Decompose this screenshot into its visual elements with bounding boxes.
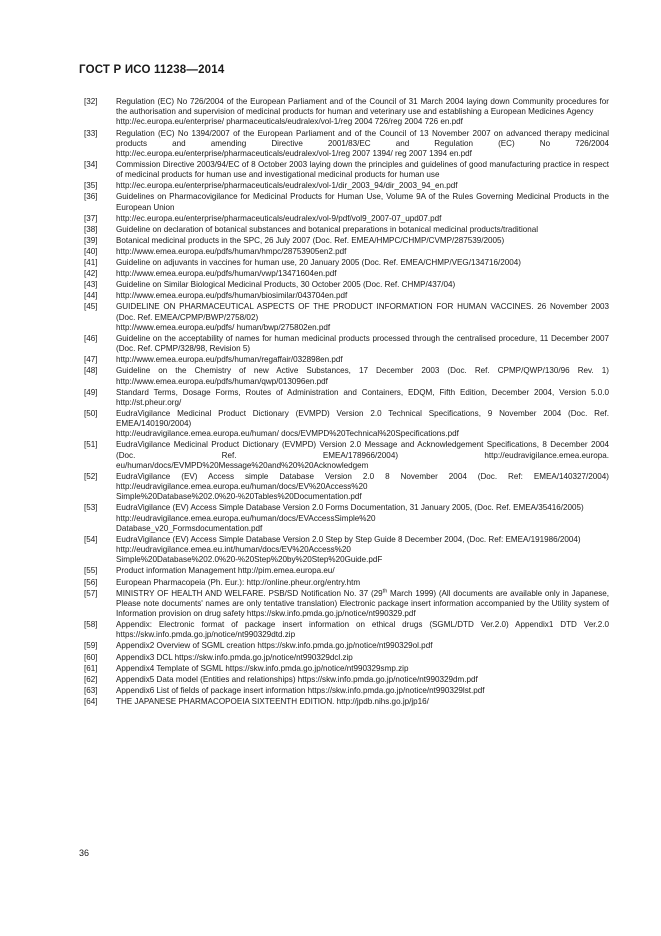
reference-line: Regulation (EC) No 1394/2007 of the European Parliament and of the Council of 13 November 2007 on advanced therapy medicinal products and amending Directive 2001/83/EC and Regulation (EC) No 726/2004 http://ec.europa.eu/enterprise/pharmaceuticals/eudralex/vol-1/reg 2007 1394/ reg 2007 1394 en.pdf: [116, 128, 609, 158]
reference-number: [56]: [84, 577, 98, 587]
reference-number: [49]: [84, 387, 98, 397]
reference-item: [84, 686, 609, 696]
reference-line: EudraVigilance (EV) Access Simple Database Version 2.0 Step by Step Guide 8 December 2004, (Doc. Ref: EMEA/191986/2004): [116, 534, 581, 544]
reference-line: EudraVigilance (EV) Access Simple Database Version 2.0 Forms Documentation, 31 January 2005, (Doc. Ref. EMEA/35416/2005): [116, 503, 584, 513]
reference-item: [84, 192, 609, 212]
reference-item: [84, 366, 609, 386]
reference-number: [60]: [84, 652, 98, 662]
reference-item: [84, 334, 609, 354]
reference-line: http://ec.europa.eu/enterprise/pharmaceuticals/eudralex/vol-9/pdf/vol9_2007-07_upd07.pdf: [116, 213, 442, 223]
reference-item: [84, 236, 609, 246]
reference-number: [38]: [84, 224, 98, 234]
reference-line: Guideline on declaration of botanical substances and botanical preparations in botanical medicinal products/traditional: [116, 224, 539, 234]
reference-text: [116, 214, 609, 224]
reference-line: EudraVigilance Medicinal Product Dictionary (EVMPD) Version 2.0 Message and Acknowledgement Specifications, 8 December 2004 (Doc. Ref. EMEA/178966/2004) http://eudravigilance.emea.europa. eu/human/docs/EVMPD%20Message%20and%20%20Acknowledgem: [116, 440, 609, 470]
reference-text: [116, 97, 609, 128]
reference-text: [116, 236, 609, 246]
reference-number: [32]: [84, 97, 98, 106]
reference-line: [116, 589, 609, 620]
reference-text: [116, 686, 609, 696]
reference-line: EudraVigilance (EV) Access simple Database Version 2.0 8 November 2004 (Doc. Ref: EMEA/140327/2004) http://eudravigilance.emea.europa.eu/human/docs/EV%20Access%20: [116, 471, 609, 492]
reference-number: [41]: [84, 258, 98, 268]
reference-text: [116, 664, 609, 674]
reference-item: [84, 675, 609, 685]
reference-line: Guideline on Similar Biological Medicinal Products, 30 October 2005 (Doc. Ref. CHMP/437/04): [116, 280, 456, 290]
reference-number: [48]: [84, 366, 98, 376]
reference-text: [116, 409, 609, 440]
reference-line: EudraVigilance Medicinal Product Dictionary (EVMPD) Version 2.0 Technical Specifications, 9 November 2004 (Doc. Ref. EMEA/140190/2004): [116, 408, 609, 429]
reference-text: [116, 129, 609, 160]
reference-item: [84, 247, 609, 257]
reference-text: [116, 578, 609, 588]
reference-text: [116, 355, 609, 365]
reference-item: [84, 302, 609, 333]
reference-number: [46]: [84, 333, 98, 343]
reference-item: [84, 653, 609, 663]
reference-number: [42]: [84, 269, 98, 279]
reference-line: Appendix5 Data model (Entities and relationships) https://skw.info.pmda.go.jp/notice/nt990329dm.pdf: [116, 674, 478, 684]
reference-text: [116, 641, 609, 651]
reference-line: http://ec.europa.eu/enterprise/ pharmaceuticals/eudralex/vol-1/reg 2004 726/reg 2004 726 en.pdf: [116, 117, 463, 127]
reference-number: [36]: [84, 192, 98, 202]
reference-item: [84, 225, 609, 235]
reference-line: Commission Directive 2003/94/EC of 8 October 2003 laying down the principles and guidelines of good manufacturing practice in respect of medicinal products for human use and investigational medicinal products for human use: [116, 160, 609, 180]
reference-item: [84, 535, 609, 566]
reference-line: Regulation (EC) No 726/2004 of the European Parliament and of the Council of 31 March 2004 laying down Community procedures for the authorisation and supervision of medicinal products for human and veterinary use and establishing a European Medicines Agency: [116, 97, 609, 117]
reference-text: [116, 291, 609, 301]
reference-list: [84, 97, 609, 708]
reference-line: Database_v20_Formsdocumentation.pdf: [116, 523, 263, 533]
reference-item: [84, 620, 609, 640]
reference-line: Appendix: Electronic format of package insert information on ethical drugs (SGML/DTD Ver.2.0) Appendix1 DTD Ver.2.0 https://skw.info.pmda.go.jp/notice/nt990329dtd.zip: [116, 620, 609, 640]
reference-number: [40]: [84, 246, 98, 256]
reference-text: [116, 247, 609, 257]
document-header: ГОСТ Р ИСО 11238—2014: [79, 64, 225, 76]
reference-text: [116, 472, 609, 503]
reference-item: [84, 566, 609, 576]
reference-line: Appendix4 Template of SGML https://skw.info.pmda.go.jp/notice/nt990329smp.zip: [116, 663, 409, 673]
reference-line: Simple%20Database%202.0%20-%20Step%20by%20Step%20Guide.pdF: [116, 555, 383, 565]
reference-item: [84, 409, 609, 440]
reference-number: [57]: [84, 588, 98, 598]
reference-text: [116, 535, 609, 566]
reference-line: Appendix6 List of fields of package insert information https://skw.info.pmda.go.jp/notice/nt990329lst.pdf: [116, 685, 485, 695]
reference-item: [84, 214, 609, 224]
reference-number: [39]: [84, 235, 98, 245]
reference-item: [84, 280, 609, 290]
reference-number: [64]: [84, 696, 98, 706]
reference-line: Simple%20Database%202.0%20-%20Tables%20Documentation.pdf: [116, 492, 362, 502]
reference-line: GUIDELINE ON PHARMACEUTICAL ASPECTS OF THE PRODUCT INFORMATION FOR HUMAN VACCINES. 26 November 2003 (Doc. Ref. EMEA/CPMP/BWP/2758/02): [116, 302, 609, 322]
reference-line: THE JAPANESE PHARMACOPOEIA SIXTEENTH EDITION. http://jpdb.nihs.go.jp/jp16/: [116, 696, 429, 706]
reference-item: [84, 472, 609, 503]
reference-number: [47]: [84, 355, 98, 365]
reference-text: [116, 503, 609, 534]
reference-number: [63]: [84, 685, 98, 695]
reference-text-part: MINISTRY OF HEALTH AND WELFARE. PSB/SD Notification No. 37 (29: [116, 588, 383, 598]
reference-item: [84, 160, 609, 180]
reference-item: [84, 355, 609, 365]
reference-text: [116, 440, 609, 471]
reference-number: [59]: [84, 641, 98, 651]
reference-number: [53]: [84, 503, 98, 513]
reference-number: [50]: [84, 408, 98, 418]
reference-item: [84, 589, 609, 620]
reference-line: Guideline on adjuvants in vaccines for human use, 20 January 2005 (Doc. Ref. EMEA/CHMP/VEG/134716/2004): [116, 258, 521, 268]
reference-number: [37]: [84, 213, 98, 223]
reference-item: [84, 129, 609, 160]
reference-number: [44]: [84, 291, 98, 301]
reference-item: [84, 291, 609, 301]
reference-text: [116, 160, 609, 180]
reference-line: http://www.emea.europa.eu/pdfs/ human/bwp/275802en.pdf: [116, 322, 331, 332]
reference-line: http://eudravigilance.emea.europa.eu/human/docs/EVAccessSimple%20: [116, 513, 376, 523]
reference-line: http://www.emea.europa.eu/pdfs/human/biosimilar/043704en.pdf: [116, 291, 348, 301]
reference-text: [116, 192, 609, 212]
reference-line: Appendix3 DCL https://skw.info.pmda.go.jp/notice/nt990329dcl.zip: [116, 652, 353, 662]
reference-text: [116, 653, 609, 663]
reference-line: Guideline on the Chemistry of new Active Substances, 17 December 2003 (Doc. Ref. CPMP/QWP/130/96 Rev. 1) http://www.emea.europa.eu/pdfs/human/qwp/013096en.pdf: [116, 366, 609, 386]
reference-item: [84, 440, 609, 471]
reference-line: http://www.emea.europa.eu/pdfs/human/vwp/13471604en.pdf: [116, 269, 337, 279]
reference-item: [84, 181, 609, 191]
reference-item: [84, 664, 609, 674]
reference-line: Appendix2 Overview of SGML creation https://skw.info.pmda.go.jp/notice/nt990329ol.pdf: [116, 641, 433, 651]
reference-text: [116, 225, 609, 235]
reference-text: [116, 589, 609, 620]
reference-text: [116, 258, 609, 268]
reference-line: Botanical medicinal products in the SPC, 26 July 2007 (Doc. Ref. EMEA/HMPC/CHMP/CVMP/287539/2005): [116, 235, 505, 245]
reference-text: [116, 302, 609, 333]
reference-text: [116, 620, 609, 640]
reference-item: [84, 97, 609, 128]
page-number: 36: [79, 848, 90, 858]
reference-item: [84, 258, 609, 268]
reference-line: Guidelines on Pharmacovigilance for Medicinal Products for Human Use, Volume 9A of the Rules Governing Medicinal Products in the European Union: [116, 192, 609, 212]
reference-line: http://eudravigilance.emea.europa.eu/human/ docs/EVMPD%20Technical%20Specifications.pdf: [116, 429, 459, 439]
reference-number: [61]: [84, 663, 98, 673]
reference-item: [84, 269, 609, 279]
reference-text: [116, 697, 609, 707]
reference-number: [55]: [84, 566, 98, 576]
reference-number: [54]: [84, 534, 98, 544]
reference-number: [33]: [84, 128, 98, 138]
reference-number: [45]: [84, 302, 98, 312]
reference-number: [58]: [84, 620, 98, 630]
reference-text: [116, 675, 609, 685]
reference-item: [84, 578, 609, 588]
reference-item: [84, 697, 609, 707]
reference-text: [116, 388, 609, 408]
reference-line: Standard Terms, Dosage Forms, Routes of Administration and Containers, EDQM, Fifth Edition, December 2004, Version 5.0.0 http://st.pheur.org/: [116, 387, 609, 407]
reference-line: European Pharmacopeia (Ph. Eur.): http://online.pheur.org/entry.htm: [116, 577, 361, 587]
reference-line: http://www.emea.europa.eu/pdfs/human/hmpc/28753905en2.pdf: [116, 246, 347, 256]
reference-text: [116, 280, 609, 290]
reference-number: [52]: [84, 471, 98, 481]
reference-item: [84, 388, 609, 408]
reference-text: [116, 181, 609, 191]
reference-number: [34]: [84, 160, 98, 169]
reference-text: [116, 334, 609, 354]
reference-text-part: March 1999) (All documents are available only in Japanese, Please note documents' names are only tentative translation) Electronic package insert information accompanied by the Utility system of Information provision on drug safety https://skw.info.pmda.go.jp/notice/nt990329.pdf: [116, 588, 610, 619]
superscript: th: [382, 587, 388, 594]
reference-item: [84, 503, 609, 534]
reference-text: [116, 366, 609, 386]
reference-line: http://ec.europa.eu/enterprise/pharmaceuticals/eudralex/vol-1/dir_2003_94/dir_2003_94_en.pdf: [116, 181, 458, 191]
reference-number: [43]: [84, 280, 98, 290]
reference-number: [51]: [84, 440, 98, 450]
reference-number: [35]: [84, 181, 98, 191]
reference-line: http://eudravigilance.emea.eu.int/human/docs/EV%20Access%20: [116, 545, 351, 555]
reference-line: Product information Management http://pim.emea.europa.eu/: [116, 566, 335, 576]
reference-number: [62]: [84, 674, 98, 684]
reference-text: [116, 566, 609, 576]
reference-line: http://www.emea.europa.eu/pdfs/human/regaffair/032898en.pdf: [116, 355, 343, 365]
reference-item: [84, 641, 609, 651]
reference-line: Guideline on the acceptability of names for human medicinal products processed through the centralised procedure, 11 December 2007 (Doc. Ref. CPMP/328/98, Revision 5): [116, 333, 609, 354]
reference-text: [116, 269, 609, 279]
